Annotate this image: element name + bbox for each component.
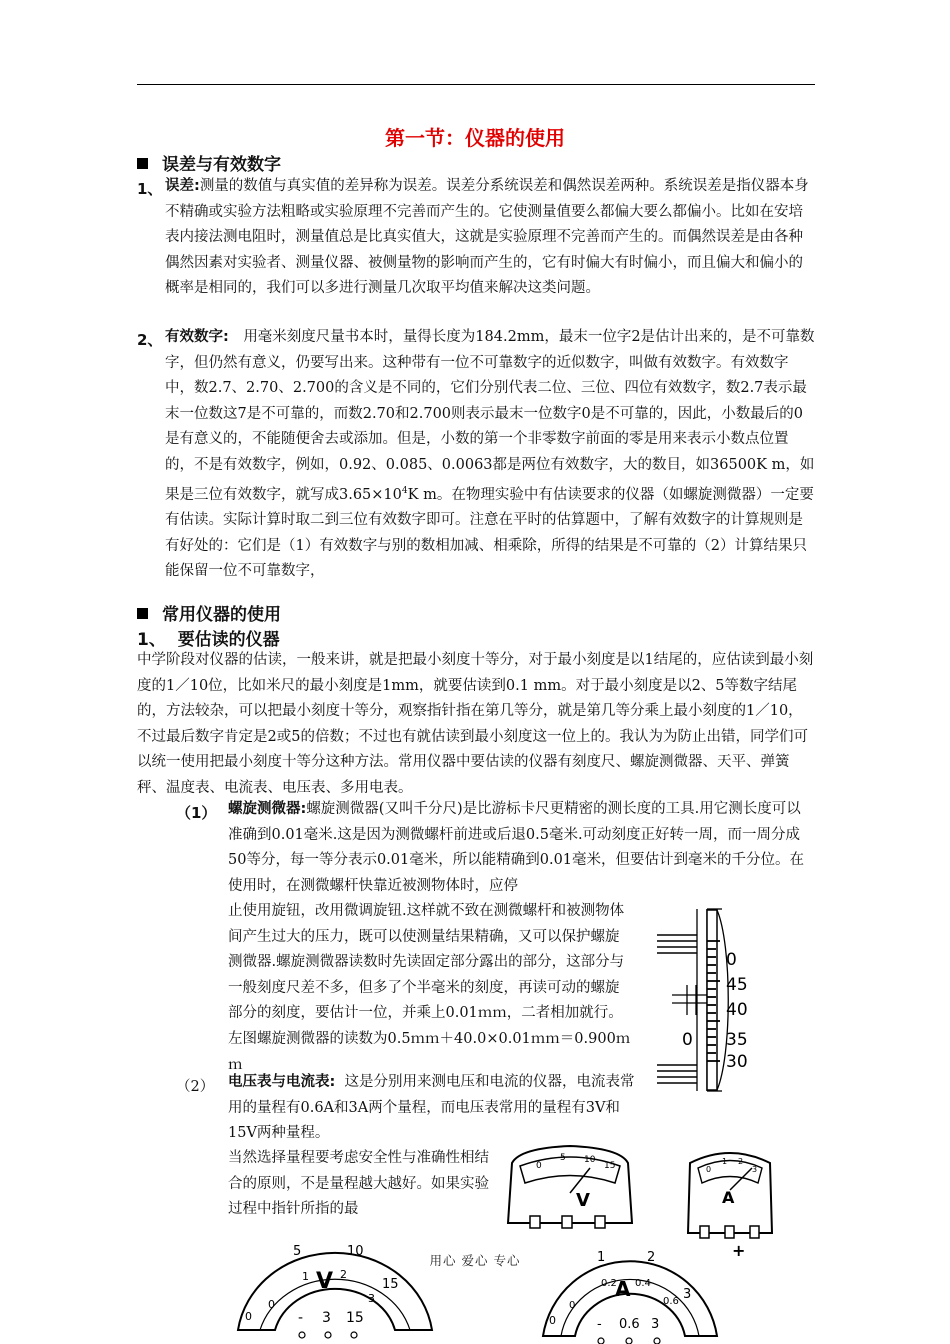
meter-symbol: V	[316, 1269, 334, 1294]
item-number: 1、	[137, 180, 163, 198]
dial-label: 1	[597, 1250, 606, 1265]
dial-label: 3	[752, 1165, 758, 1174]
item-number: （2）	[176, 1079, 215, 1095]
voltmeter-large-figure	[230, 1230, 440, 1344]
dial-label: 10	[584, 1155, 596, 1165]
dial-label: 0	[536, 1161, 542, 1171]
meters-paragraph-b: 当然选择量程要考虑安全性与准确性相结合的原则，不是量程越大越好。如果实验过程中指针所指的最	[228, 1150, 489, 1218]
micrometer-figure	[652, 905, 822, 1095]
page-footer: 用心 爱心 专心	[429, 1253, 521, 1268]
dial-label: 0	[569, 1300, 576, 1311]
terminal-label: 3	[651, 1317, 660, 1332]
micrometer-paragraph-a	[228, 797, 815, 899]
plus-icon: +	[732, 1241, 746, 1258]
dial-label: 0.6	[663, 1296, 679, 1307]
section-heading-text: 常用仪器的使用	[162, 605, 281, 625]
dial-label: 3	[368, 1292, 375, 1305]
terminal-label: -	[597, 1317, 602, 1332]
dial-label: 15	[604, 1161, 616, 1171]
dial-label: 5	[560, 1153, 566, 1163]
dial-label: 2	[738, 1157, 744, 1166]
sigfig-label: 有效数字:	[165, 329, 229, 345]
meters-label: 电压表与电流表:	[228, 1074, 336, 1090]
dial-label: 0	[268, 1298, 275, 1311]
micrometer-paragraph-b: 止使用旋钮，改用微调旋钮.这样就不致在测微螺杆和被测物体间产生过大的压力，既可以使测量结果精确，又可以保护螺旋测微器.螺旋测微器读数时先读固定部分露出的部分，这部分与一般刻度尺差不多，但多了个半毫米的刻度，再读可动的螺旋部分的刻度，要估计一位，并乘上0.01ｍｍ，二者相加就行。左图螺旋测微器的读数为0.5ｍｍ＋40.0×0.01ｍｍ＝0.900ｍｍ	[228, 903, 631, 1073]
square-bullet-icon	[137, 158, 148, 169]
dial-label: 2	[340, 1268, 347, 1281]
meter-symbol: A	[722, 1188, 735, 1207]
thimble	[707, 910, 748, 1090]
header-rule	[137, 84, 815, 85]
item-number: 2、	[137, 331, 163, 349]
exponent: 4	[401, 485, 408, 496]
fixed-scale-label: 0	[682, 1030, 693, 1050]
page-title: 第一节：仪器的使用	[385, 126, 565, 150]
section-heading-instruments	[137, 600, 281, 625]
sigfig-text-a: 用毫米刻度尺量书本时，量得长度为184.2mm，最末一位字2是估计出来的，是不可靠数字，但仍然有意义，仍要写出来。这种带有一位不可靠数字的近似数字，叫做有效数字。有效数字中，数2.7、2.70、2.700的含义是不同的，它们分别代表二位、三位、四位有效数字，数2.7表示最末一位数这7是不可靠的，而数2.70和2.700则表示最末一位数字0是不可靠的，因此，小数最后的0是有意义的，不能随便舍去或添加。但是，小数的第一个非零数字前面的零是用来表示小数点位置的，不是有效数字，例如，0.92、0.085、0.0063都是两位有效数字，大的数目，如36500K m，如果是三位有效数字，就写成3.65×10	[165, 329, 815, 503]
voltmeter-small-figure	[500, 1138, 640, 1236]
thimble-tick-label: 0	[726, 950, 737, 970]
subsection-number: 1、	[137, 630, 166, 650]
dial-label: 0	[245, 1310, 252, 1323]
thimble-tick-label: 45	[726, 975, 748, 995]
dial-label: 0	[549, 1314, 556, 1327]
meters-paragraph-a	[228, 1070, 642, 1147]
dial-label: 0.2	[601, 1278, 617, 1289]
thimble-tick-label: 35	[726, 1030, 748, 1050]
item-number: （1）	[176, 804, 217, 822]
dial-label: 15	[382, 1277, 399, 1292]
micrometer-label: 螺旋测微器:	[228, 801, 307, 817]
thimble-tick-label: 30	[726, 1052, 748, 1072]
dial-label: 1	[302, 1270, 309, 1283]
dial-label: 3	[683, 1287, 692, 1302]
dial-label: 0.4	[635, 1278, 651, 1289]
dial-label: 1	[722, 1157, 728, 1166]
sigfig-text-b: K m。在物理实验中有估读要求的仪器（如螺旋测微器）一定要有估读。实际计算时取二到三位有效数字即可。注意在平时的估算题中，了解有效数字的计算规则是有好处的：它们是（1）有效数字与别的数相加减、相乘除，所得的结果是不可靠的（2）计算结果只能保留一位不可靠数字，	[165, 486, 814, 580]
terminal-label: -	[298, 1310, 304, 1326]
section-heading-errors	[137, 150, 281, 175]
subsection-heading	[137, 625, 280, 650]
error-paragraph	[165, 174, 815, 302]
meter-symbol: V	[576, 1190, 590, 1211]
micrometer-text-a: 螺旋测微器(又叫千分尺)是比游标卡尺更精密的测长度的工具.用它测长度可以准确到0.01毫米.这是因为测微螺杆前进或后退0.5毫米.可动刻度正好转一周，而一周分成50等分，每一等分表示0.01毫米，所以能精确到0.01毫米，但要估计到毫米的千分位。在使用时，在测微螺杆快靠近被测物体时，应停	[228, 801, 805, 894]
sigfig-paragraph	[165, 325, 815, 585]
error-text: 测量的数值与真实值的差异称为误差。误差分系统误差和偶然误差两种。系统误差是指仪器本身不精确或实验方法粗略或实验原理不完善而产生的。它使测量值要么都偏大要么都偏小。比如在安培表内接法测电阻时，测量值总是比真实值大，这就是实验原理不完善而产生的。而偶然误差是由各种偶然因素对实验者、测量仪器、被侧量物的影响而产生的，它有时偏大有时偏小，而且偏大和偏小的概率是相同的，我们可以多进行测量几次取平均值来解决这类问题。	[165, 178, 809, 297]
estimate-paragraph: 中学阶段对仪器的估读，一般来讲，就是把最小刻度十等分，对于最小刻度是以1结尾的，应估读到最小刻度的1／10位，比如米尺的最小刻度是1mm，就要估读到0.1 mm。对于最小刻度是以2、5等数字结尾的，方法较杂，可以把最小刻度十等分，观察指针指在第几等分，就是第几等分乘上最小刻度的1／10，不过最后数字肯定是2或5的倍数；不过也有就估读到最小刻度这一位上的。我认为为防止出错，同学们可以统一使用把最小刻度十等分这种方法。常用仪器中要估读的仪器有刻度尺、螺旋测微器、天平、弹簧秤、温度表、电流表、电压表、多用电表。	[137, 652, 814, 796]
error-label: 误差:	[165, 178, 200, 194]
square-bullet-icon	[137, 608, 148, 619]
dial-label: 0	[706, 1165, 712, 1174]
meter-symbol: A	[615, 1277, 631, 1301]
dial-label: 10	[347, 1244, 364, 1259]
terminal-label: 0.6	[619, 1317, 640, 1332]
thimble-tick-label: 40	[726, 1000, 748, 1020]
dial-label: 5	[293, 1244, 302, 1259]
section-heading-text: 误差与有效数字	[162, 155, 281, 175]
subsection-heading-text: 要估读的仪器	[177, 630, 280, 650]
terminal-label: 3	[322, 1310, 331, 1326]
terminal-label: 15	[346, 1310, 364, 1326]
meters-text-a: 这是分别用来测电压和电流的仪器，电流表常用的量程有0.6A和3A两个量程，而电压表常用的量程有3V和15V两种量程。	[228, 1074, 635, 1142]
dial-label: 2	[647, 1250, 656, 1265]
